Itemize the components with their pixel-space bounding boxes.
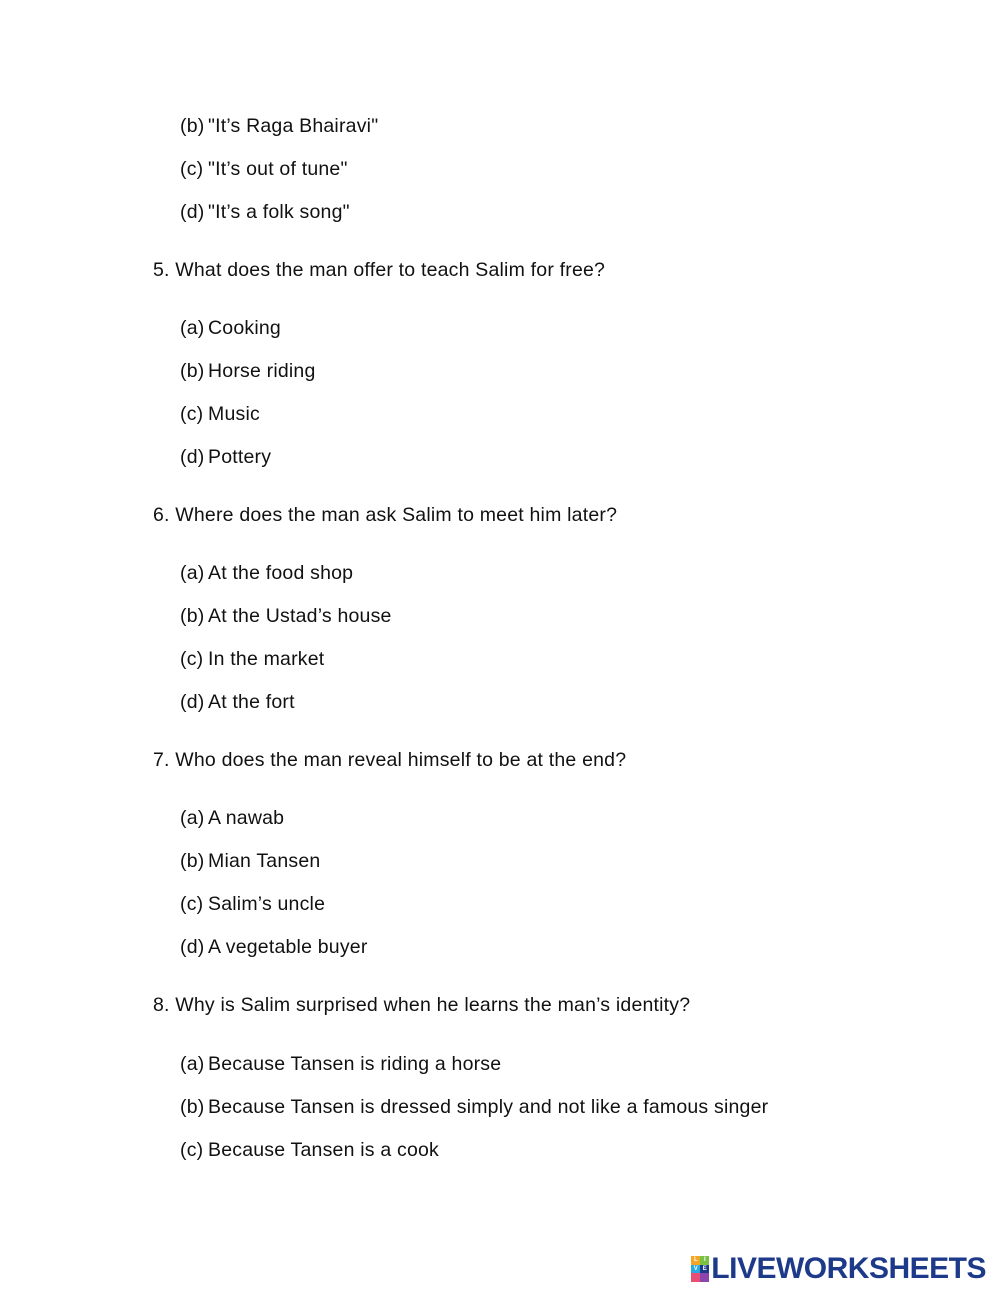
option-q7-c[interactable] — [180, 893, 325, 916]
option-q7-a[interactable] — [180, 807, 284, 830]
option-q6-c[interactable] — [180, 648, 324, 671]
option-letter: (b) — [180, 1096, 205, 1118]
logo-tile — [691, 1273, 700, 1282]
option-text: Pottery — [208, 446, 272, 468]
option-letter: (b) — [180, 360, 205, 382]
option-text: Because Tansen is a cook — [208, 1139, 440, 1161]
option-letter: (d) — [180, 446, 205, 468]
liveworksheets-logo-text: LIVEWORKSHEETS — [711, 1252, 986, 1285]
logo-tile — [700, 1273, 709, 1282]
liveworksheets-logo[interactable] — [691, 1254, 986, 1284]
option-letter: (b) — [180, 115, 205, 137]
option-letter: (c) — [180, 158, 204, 180]
question-6: 6. Where does the man ask Salim to meet him later? — [153, 504, 618, 526]
option-q4-d[interactable] — [180, 201, 350, 224]
option-text: A vegetable buyer — [208, 936, 368, 958]
question-8: 8. Why is Salim surprised when he learns the man’s identity? — [153, 994, 691, 1016]
option-q6-d[interactable] — [180, 691, 295, 714]
logo-tile: E — [700, 1265, 709, 1274]
liveworksheets-logo-icon — [691, 1256, 709, 1282]
option-text: Mian Tansen — [208, 850, 321, 872]
option-q5-c[interactable] — [180, 403, 260, 426]
option-q5-b[interactable] — [180, 360, 316, 383]
question-5: 5. What does the man offer to teach Salim for free? — [153, 259, 606, 281]
option-letter: (c) — [180, 1139, 204, 1161]
option-q8-a[interactable] — [180, 1053, 501, 1076]
option-text: "It’s Raga Bhairavi" — [208, 115, 379, 137]
option-letter: (a) — [180, 807, 205, 829]
option-text: "It’s a folk song" — [208, 201, 350, 223]
option-letter: (d) — [180, 936, 205, 958]
option-text: Because Tansen is riding a horse — [208, 1053, 502, 1075]
option-text: Salim’s uncle — [208, 893, 326, 915]
option-letter: (a) — [180, 562, 205, 584]
option-letter: (a) — [180, 317, 205, 339]
logo-tile: V — [691, 1265, 700, 1274]
option-text: At the fort — [208, 691, 295, 713]
option-text: "It’s out of tune" — [208, 158, 348, 180]
option-q7-d[interactable] — [180, 936, 368, 959]
logo-tile: I — [700, 1256, 709, 1265]
option-text: Music — [208, 403, 260, 425]
option-letter: (b) — [180, 850, 205, 872]
question-7: 7. Who does the man reveal himself to be at the end? — [153, 749, 627, 771]
option-q8-b[interactable] — [180, 1096, 768, 1119]
option-q4-c[interactable] — [180, 158, 348, 181]
option-letter: (d) — [180, 691, 205, 713]
option-q4-b[interactable] — [180, 115, 378, 138]
option-letter: (b) — [180, 605, 205, 627]
option-letter: (c) — [180, 893, 204, 915]
logo-tile: L — [691, 1256, 700, 1265]
option-letter: (a) — [180, 1053, 205, 1075]
option-text: Because Tansen is dressed simply and not like a famous singer — [208, 1096, 769, 1118]
option-text: Horse riding — [208, 360, 316, 382]
option-q6-b[interactable] — [180, 605, 392, 628]
option-text: At the Ustad’s house — [208, 605, 392, 627]
option-text: Cooking — [208, 317, 281, 339]
option-q8-c[interactable] — [180, 1139, 439, 1162]
option-q6-a[interactable] — [180, 562, 353, 585]
option-text: A nawab — [208, 807, 285, 829]
option-text: In the market — [208, 648, 325, 670]
option-text: At the food shop — [208, 562, 354, 584]
option-letter: (d) — [180, 201, 205, 223]
option-letter: (c) — [180, 403, 204, 425]
option-q7-b[interactable] — [180, 850, 320, 873]
option-q5-a[interactable] — [180, 317, 281, 340]
option-q5-d[interactable] — [180, 446, 271, 469]
option-letter: (c) — [180, 648, 204, 670]
